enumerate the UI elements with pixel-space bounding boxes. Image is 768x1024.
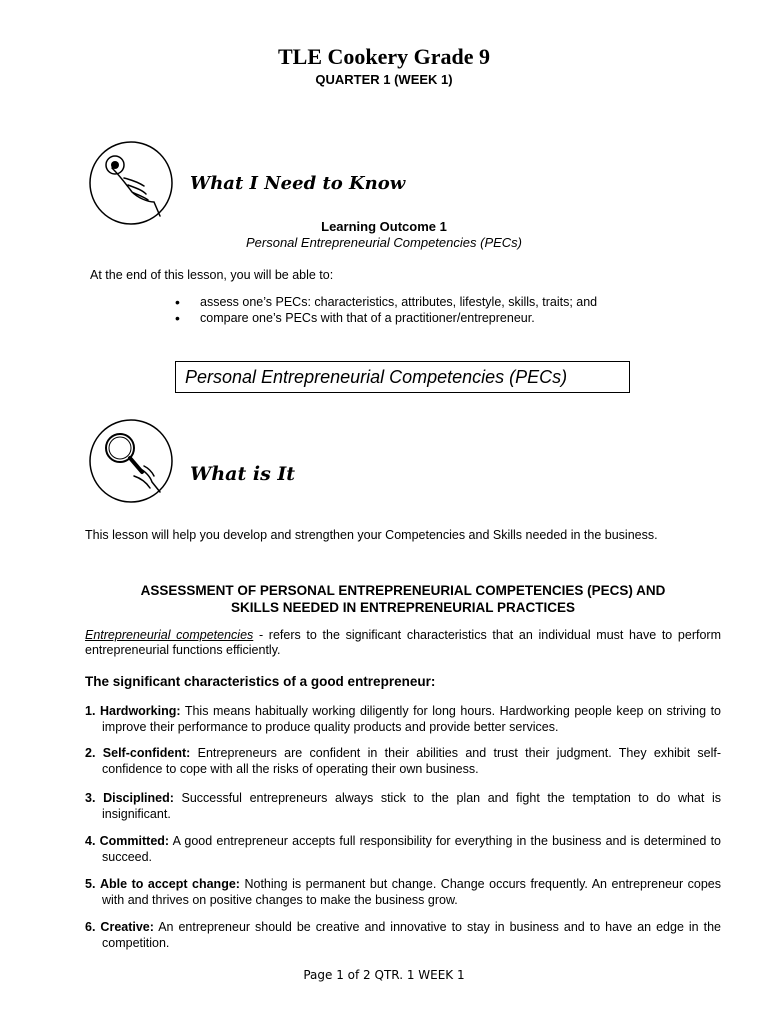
page-footer: Page 1 of 2 QTR. 1 WEEK 1 bbox=[303, 968, 465, 982]
what-is-it-heading: What is It bbox=[190, 463, 296, 485]
characteristic-item bbox=[85, 703, 721, 735]
assessment-heading-line-2: SKILLS NEEDED IN ENTREPRENEURIAL PRACTICES bbox=[230, 600, 576, 615]
item-name: Able to accept change: bbox=[99, 877, 240, 891]
characteristics-heading: The significant characteristics of a good entrepreneur: bbox=[85, 674, 436, 689]
item-name: Self-confident: bbox=[102, 746, 191, 760]
assessment-heading bbox=[85, 582, 721, 616]
item-text: This means habitually working diligently for long hours. Hardworking people keep on striving to improve their performance to produce quality products and provide better services. bbox=[102, 704, 721, 734]
definition-term: Entrepreneurial competencies bbox=[85, 628, 254, 642]
document-subtitle: QUARTER 1 (WEEK 1) bbox=[315, 72, 453, 87]
item-number: 2. bbox=[85, 746, 96, 760]
characteristic-item bbox=[85, 790, 721, 822]
item-name: Hardworking: bbox=[99, 704, 181, 718]
definition-paragraph bbox=[85, 628, 721, 658]
characteristic-item bbox=[85, 745, 721, 777]
characteristic-item bbox=[85, 876, 721, 908]
item-number: 5. bbox=[85, 877, 96, 891]
characteristic-item bbox=[85, 833, 721, 865]
item-number: 6. bbox=[85, 920, 96, 934]
item-number: 1. bbox=[85, 704, 96, 718]
item-name: Disciplined: bbox=[103, 791, 174, 805]
pointing-hand-icon bbox=[88, 140, 174, 226]
item-text: Successful entrepreneurs always stick to the plan and fight the temptation to do what is insignificant. bbox=[102, 791, 721, 821]
lesson-description: This lesson will help you develop and strengthen your Competencies and Skills needed in the business. bbox=[85, 528, 658, 542]
objective-item: • compare one’s PECs with that of a practitioner/entrepreneur. bbox=[175, 310, 597, 326]
document-title: TLE Cookery Grade 9 bbox=[277, 44, 491, 69]
item-number: 3. bbox=[85, 791, 96, 805]
definition-text: - refers to the significant characteristics that an individual must have to perform entrepreneurial functions efficiently. bbox=[85, 628, 721, 657]
learning-outcome-subtitle: Personal Entrepreneurial Competencies (PECs) bbox=[245, 235, 522, 250]
characteristic-item bbox=[85, 919, 721, 951]
item-text: A good entrepreneur accepts full responsibility for everything in the business and is determined to succeed. bbox=[102, 834, 721, 864]
lesson-intro: At the end of this lesson, you will be able to: bbox=[90, 268, 334, 282]
item-number: 4. bbox=[85, 834, 96, 848]
item-text: Entrepreneurs are confident in their abilities and trust their judgment. They exhibit self-confidence to cope with all the risks of operating their own business. bbox=[102, 746, 721, 776]
what-i-need-to-know-heading: What I Need to Know bbox=[190, 173, 406, 194]
magnifying-glass-icon bbox=[88, 418, 174, 504]
item-text: Nothing is permanent but change. Change occurs frequently. An entrepreneur copes with and thrives on positive changes to make the business grow. bbox=[102, 877, 721, 907]
objectives-list bbox=[175, 294, 597, 326]
item-text: An entrepreneur should be creative and innovative to stay in business and to have an edge in the competition. bbox=[102, 920, 721, 950]
item-name: Creative: bbox=[100, 920, 154, 934]
pecs-boxed-title: Personal Entrepreneurial Competencies (PECs) bbox=[175, 361, 630, 393]
item-name: Committed: bbox=[99, 834, 170, 848]
learning-outcome-title: Learning Outcome 1 bbox=[321, 219, 447, 234]
assessment-heading-line-1: ASSESSMENT OF PERSONAL ENTREPRENEURIAL COMPETENCIES (PECS) AND bbox=[140, 583, 666, 598]
objective-item: • assess one’s PECs: characteristics, attributes, lifestyle, skills, traits; and bbox=[175, 294, 597, 310]
